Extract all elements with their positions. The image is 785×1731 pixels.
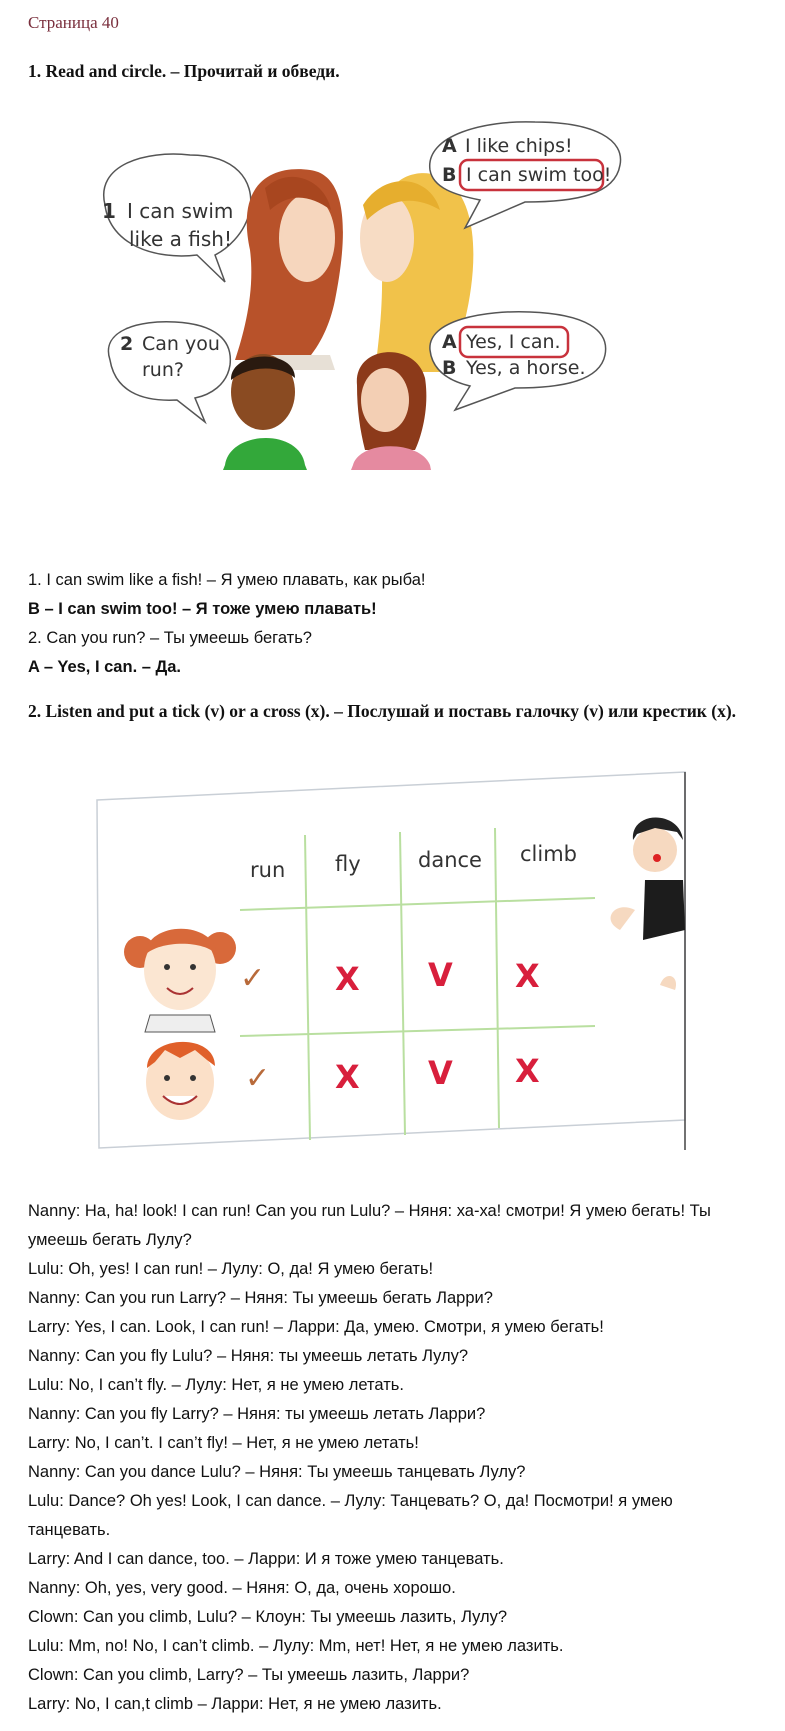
mark-lulu-fly: X (335, 960, 360, 998)
column-header-run: run (250, 858, 286, 882)
dialogue-line: Lulu: Dance? Oh yes! Look, I can dance. – Лулу: Танцевать? О, да! Посмотри! я умею танцевать. (28, 1492, 673, 1539)
bubble2-number: 2 (120, 333, 134, 355)
bubble1-line2: like a fish! (129, 227, 232, 251)
bubble1-line1: I can swim (127, 199, 234, 223)
bubble1-option-a-letter: A (442, 135, 457, 157)
task1-illustration (85, 110, 695, 530)
task1-answer-line: B – I can swim too! – Я тоже умею плавать! (28, 600, 377, 618)
boy-illustration (223, 354, 307, 470)
speech-bubble-2-answers (430, 312, 606, 410)
dialogue-line: Nanny: Can you run Larry? – Няня: Ты умеешь бегать Ларри? (28, 1289, 493, 1307)
speech-bubble-1 (102, 154, 251, 282)
bubble2-option-b-letter: B (442, 357, 457, 379)
speech-bubble-2 (108, 322, 230, 422)
mark-lulu-run: ✓ (240, 961, 266, 996)
dialogue-line: Lulu: No, I can’t fly. – Лулу: Нет, я не умею летать. (28, 1376, 404, 1394)
dialogue-line: Larry: And I can dance, too. – Ларри: И я тоже умею танцевать. (28, 1550, 504, 1568)
task1-answers (28, 566, 426, 682)
bubble1-option-a-text: I like chips! (465, 135, 573, 157)
task1-answer-line: 1. I can swim like a fish! – Я умею плавать, как рыба! (28, 571, 426, 589)
column-header-climb: climb (520, 842, 578, 866)
column-header-fly: fly (335, 852, 361, 876)
task2-illustration (95, 770, 695, 1150)
bubble2-option-a-text: Yes, I can. (466, 331, 561, 353)
dialogue-line: Nanny: Oh, yes, very good. – Няня: О, да, очень хорошо. (28, 1579, 456, 1597)
dialogue-line: Larry: No, I can,t climb – Ларри: Нет, я не умею лазить. (28, 1695, 442, 1713)
dialogue-line: Nanny: Can you dance Lulu? – Няня: Ты умеешь танцевать Лулу? (28, 1463, 526, 1481)
task1-heading: 1. Read and circle. – Прочитай и обведи. (28, 61, 340, 81)
mark-lulu-climb: X (515, 957, 540, 995)
dialogue-line: Nanny: Ha, ha! look! I can run! Can you run Lulu? – Няня: ха-ха! смотри! Я умею бегать! Ты умеешь бегать Лулу? (28, 1202, 711, 1249)
dialogue-line: Nanny: Can you fly Lulu? – Няня: ты умеешь летать Лулу? (28, 1347, 469, 1365)
mark-larry-run: ✓ (245, 1061, 271, 1096)
dialogue-line: Clown: Can you climb, Lulu? – Клоун: Ты умеешь лазить, Лулу? (28, 1608, 508, 1626)
dialogue-line: Nanny: Can you fly Larry? – Няня: ты умеешь летать Ларри? (28, 1405, 486, 1423)
column-header-dance: dance (418, 848, 482, 872)
dialogue-line: Larry: No, I can’t. I can’t fly! – Нет, я не умею летать! (28, 1434, 419, 1452)
bubble1-option-b-letter: B (442, 164, 457, 186)
bubble2-line1: Can you (142, 333, 220, 355)
dialogue-line: Lulu: Mm, no! No, I can’t climb. – Лулу: Mm, нет! Нет, я не умею лазить. (28, 1637, 564, 1655)
dialogue-line: Larry: Yes, I can. Look, I can run! – Ларри: Да, умею. Смотри, я умею бегать! (28, 1318, 604, 1336)
bubble2-option-a-letter: A (442, 331, 457, 353)
dialogue-line: Clown: Can you climb, Larry? – Ты умеешь лазить, Ларри? (28, 1666, 470, 1684)
bubble2-line2: run? (142, 359, 184, 381)
task1-answer-line: 2. Can you run? – Ты умеешь бегать? (28, 629, 312, 647)
mark-larry-dance: V (428, 1054, 453, 1092)
girl-red-hair-illustration (235, 169, 343, 370)
task2-dialogue (28, 1197, 748, 1719)
task1-answer-line: A – Yes, I can. – Да. (28, 658, 182, 676)
bubble1-option-b-text: I can swim too! (466, 164, 612, 186)
girl-short-hair-illustration (351, 352, 431, 470)
bubble2-option-b-text: Yes, a horse. (466, 357, 586, 379)
dialogue-line: Lulu: Oh, yes! I can run! – Лулу: О, да! Я умею бегать! (28, 1260, 434, 1278)
mark-larry-climb: X (515, 1052, 540, 1090)
page-number: Страница 40 (28, 13, 119, 32)
bubble1-number: 1 (102, 199, 116, 223)
mark-larry-fly: X (335, 1058, 360, 1096)
mark-lulu-dance: V (428, 956, 453, 994)
task2-heading: 2. Listen and put a tick (v) or a cross (x). – Послушай и поставь галочку (v) или крестик (x). (28, 701, 737, 721)
